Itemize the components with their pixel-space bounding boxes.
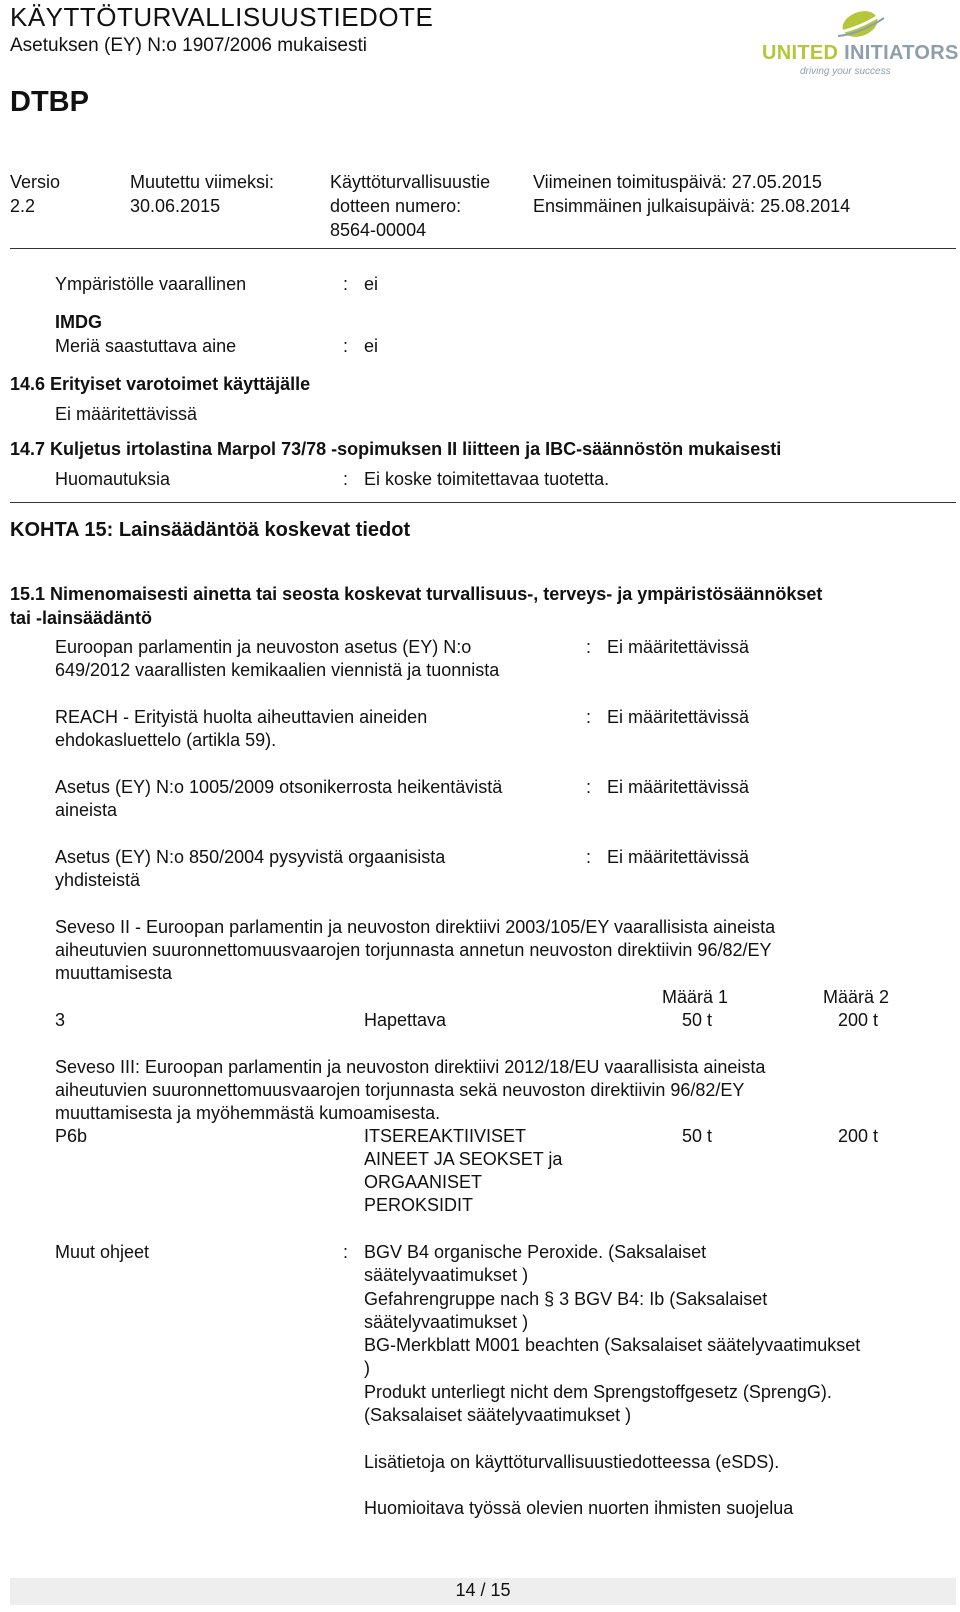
remarks-sep: : [343, 469, 349, 489]
header-divider [10, 248, 956, 249]
seveso3-code: P6b [55, 1126, 88, 1146]
remarks-value: Ei koske toimitettavaa tuotetta. [364, 469, 610, 489]
seveso2-category: Hapettava [364, 1010, 447, 1030]
other-instructions-line: ) [364, 1358, 370, 1378]
reg-2-label-line1: REACH - Erityistä huolta aiheuttavien aineiden [55, 707, 428, 727]
seveso2-code: 3 [55, 1010, 66, 1030]
section-15-1-heading-line1: 15.1 Nimenomaisesti ainetta tai seosta koskevat turvallisuus-, terveys- ja ympäristösäännökset [10, 584, 823, 604]
other-instructions-line: BG-Merkblatt M001 beachten (Saksalaiset säätelyvaatimukset [364, 1335, 861, 1355]
other-instructions-line: säätelyvaatimukset ) [364, 1265, 529, 1285]
seveso2-text-line2: aiheutuvien suuronnettomuusvaarojen torjunnasta annetun neuvoston direktiivin 96/82/EY [55, 940, 772, 960]
reg-4-value: Ei määritettävissä [607, 847, 750, 867]
sds-number-label-1: Käyttöturvallisuustie [330, 172, 491, 192]
reg-3-label-line2: aineista [55, 800, 118, 820]
section-14-7-heading: 14.7 Kuljetus irtolastina Marpol 73/78 -sopimuksen II liitteen ja IBC-säännöstön mukaisesti [10, 439, 782, 459]
reg-3-value: Ei määritettävissä [607, 777, 750, 797]
section-15-1-heading-line2: tai -lainsäädäntö [10, 608, 153, 628]
reg-4-sep: : [586, 847, 592, 867]
page-footer [10, 1578, 956, 1605]
document-subtitle: Asetuksen (EY) N:o 1907/2006 mukaisesti [10, 35, 367, 56]
reg-1-value: Ei määritettävissä [607, 637, 750, 657]
version-label: Versio [10, 172, 61, 192]
other-instructions-line: säätelyvaatimukset ) [364, 1312, 529, 1332]
seveso2-col-amount2-header: Määrä 2 [823, 987, 890, 1007]
seveso3-category-line4: PEROKSIDIT [364, 1195, 474, 1215]
section-14-6-heading: 14.6 Erityiset varotoimet käyttäjälle [10, 374, 311, 394]
env-hazard-sep: : [343, 274, 349, 294]
remarks-label: Huomautuksia [55, 469, 171, 489]
esds-note: Lisätietoja on käyttöturvallisuustiedotteessa (eSDS). [364, 1452, 780, 1472]
seveso3-text-line2: aiheutuvien suuronnettomuusvaarojen torjunnasta sekä neuvoston direktiivin 96/82/EY [55, 1080, 745, 1100]
seveso2-text-line3: muuttamisesta [55, 963, 173, 983]
reg-3-sep: : [586, 777, 592, 797]
seveso2-amount1: 50 t [682, 1010, 713, 1030]
seveso3-category-line3: ORGAANISET [364, 1172, 483, 1192]
modified-label: Muutettu viimeksi: [130, 172, 275, 192]
document-title: KÄYTTÖTURVALLISUUSTIEDOTE [10, 2, 434, 32]
seveso3-amount2: 200 t [838, 1126, 879, 1146]
first-issue-date: Ensimmäinen julkaisupäivä: 25.08.2014 [533, 196, 851, 216]
reg-1-label-line1: Euroopan parlamentin ja neuvoston asetus (EY) N:o [55, 637, 472, 657]
logo-tagline: driving your success [800, 66, 891, 77]
reg-2-sep: : [586, 707, 592, 727]
sds-number-label-2: dotteen numero: [330, 196, 462, 216]
modified-value: 30.06.2015 [130, 196, 221, 216]
last-issue-date: Viimeinen toimituspäivä: 27.05.2015 [533, 172, 822, 192]
seveso3-category-line1: ITSEREAKTIIVISET [364, 1126, 527, 1146]
seveso3-text-line3: muuttamisesta ja myöhemmästä kumoamisesta. [55, 1103, 441, 1123]
reg-2-label-line2: ehdokasluettelo (artikla 59). [55, 730, 277, 750]
reg-2-value: Ei määritettävissä [607, 707, 750, 727]
seveso3-text-line1: Seveso III: Euroopan parlamentin ja neuvoston direktiivi 2012/18/EU vaarallisista aineista [55, 1057, 766, 1077]
env-hazard-value: ei [364, 274, 379, 294]
company-logo [762, 6, 959, 77]
reg-1-label-line2: 649/2012 vaarallisten kemikaalien viennistä ja tuonnista [55, 660, 500, 680]
seveso3-category-line2: AINEET JA SEOKSET ja [364, 1149, 563, 1169]
logo-leaf-icon [830, 6, 890, 42]
reg-4-label-line2: yhdisteistä [55, 870, 141, 890]
section-14-6-text: Ei määritettävissä [55, 404, 198, 424]
other-instructions-line: (Saksalaiset säätelyvaatimukset ) [364, 1405, 632, 1425]
reg-1-sep: : [586, 637, 592, 657]
marine-pollutant-value: ei [364, 336, 379, 356]
other-instructions-line: BGV B4 organische Peroxide. (Saksalaiset [364, 1242, 707, 1262]
other-instructions-sep: : [343, 1242, 349, 1262]
seveso2-col-amount1-header: Määrä 1 [662, 987, 729, 1007]
product-name: DTBP [10, 86, 89, 118]
logo-wordmark: UNITED INITIATORS [762, 42, 959, 64]
seveso2-text-line1: Seveso II - Euroopan parlamentin ja neuvoston direktiivi 2003/105/EY vaarallisista aineista [55, 917, 776, 937]
young-workers-note: Huomioitava työssä olevien nuorten ihmisten suojelua [364, 1498, 794, 1518]
other-instructions-line: Gefahrengruppe nach § 3 BGV B4: Ib (Saksalaiset [364, 1289, 768, 1309]
sds-number-value: 8564-00004 [330, 220, 427, 240]
seveso3-amount1: 50 t [682, 1126, 713, 1146]
version-value: 2.2 [10, 196, 36, 216]
env-hazard-label: Ympäristölle vaarallinen [55, 274, 247, 294]
marine-pollutant-label: Meriä saastuttava aine [55, 336, 237, 356]
section-divider [10, 502, 956, 503]
seveso2-amount2: 200 t [838, 1010, 879, 1030]
other-instructions-line: Produkt unterliegt nicht dem Sprengstoffgesetz (SprengG). [364, 1382, 832, 1402]
page-number: 14 / 15 [455, 1580, 511, 1600]
section-15-heading: KOHTA 15: Lainsäädäntöä koskevat tiedot [10, 519, 411, 541]
marine-pollutant-sep: : [343, 336, 349, 356]
reg-4-label-line1: Asetus (EY) N:o 850/2004 pysyvistä orgaanisista [55, 847, 446, 867]
other-instructions-label: Muut ohjeet [55, 1242, 150, 1262]
reg-3-label-line1: Asetus (EY) N:o 1005/2009 otsonikerrosta heikentävistä [55, 777, 503, 797]
imdg-heading: IMDG [55, 312, 102, 332]
